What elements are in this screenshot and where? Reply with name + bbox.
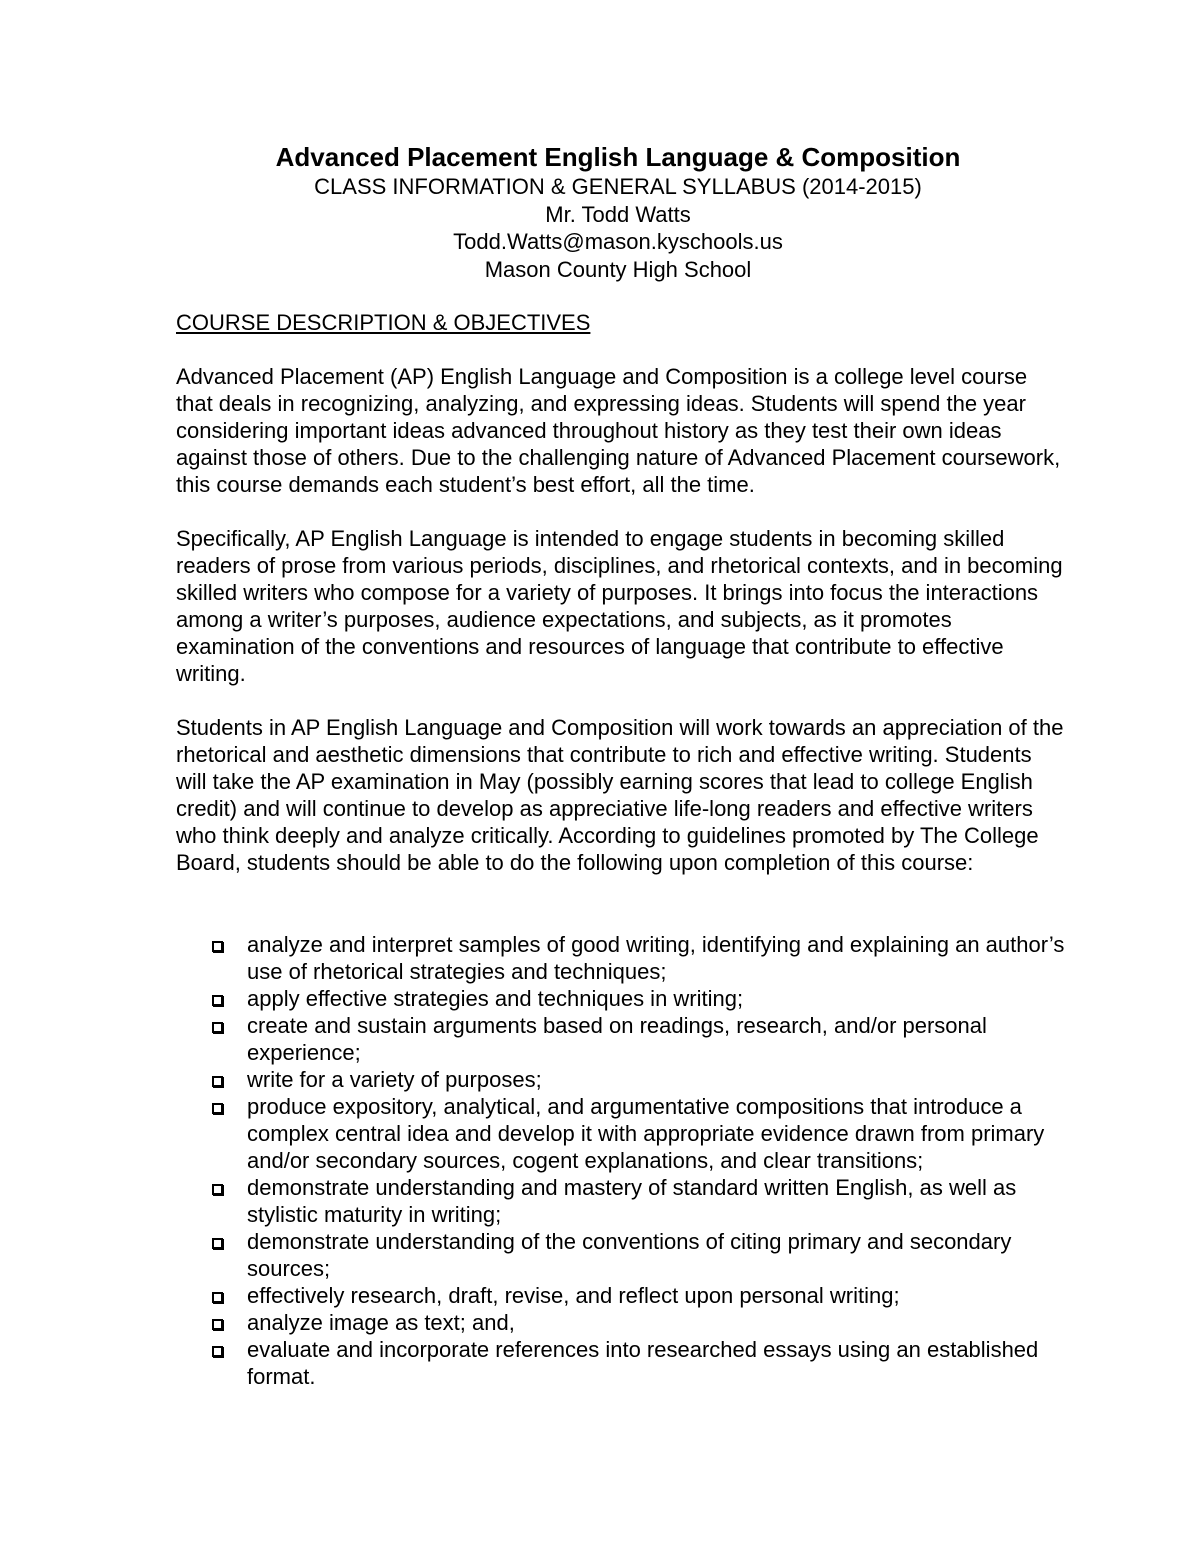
checkbox-bullet-icon (212, 1292, 223, 1303)
checkbox-bullet-icon (212, 1238, 223, 1249)
list-item (212, 1336, 1072, 1390)
objective-text: analyze image as text; and, (247, 1310, 515, 1335)
list-item (212, 1228, 1072, 1282)
checkbox-bullet-icon (212, 941, 223, 952)
objective-text: apply effective strategies and techniques in writing; (247, 986, 744, 1011)
objectives-list (212, 931, 1072, 1390)
paragraph-specific-intent: Specifically, AP English Language is intended to engage students in becoming skilled readers of prose from various periods, disciplines, and rhetorical contexts, and in becoming skilled writers who compose for a variety of purposes. It brings into focus the interactions among a writer’s purposes, audience expectations, and subjects, as it promotes examination of the conventions and resources of language that contribute to effective writing. (176, 526, 1063, 686)
list-item (212, 1066, 1072, 1093)
school-name: Mason County High School (484, 256, 752, 282)
section-heading: COURSE DESCRIPTION & OBJECTIVES (176, 310, 591, 335)
checkbox-bullet-icon (212, 995, 223, 1006)
paragraph-student-outcomes: Students in AP English Language and Composition will work towards an appreciation of the rhetorical and aesthetic dimensions that contribute to rich and effective writing. Students will take the AP examination in May (possibly earning scores that lead to college English credit) and will continue to develop as appreciative life-long readers and effective writers who think deeply and analyze critically. According to guidelines promoted by The College Board, students should be able to do the following upon completion of this course: (176, 715, 1064, 875)
objective-text: demonstrate understanding of the conventions of citing primary and secondary sources; (247, 1229, 1012, 1281)
checkbox-bullet-icon (212, 1319, 223, 1330)
objective-text: create and sustain arguments based on readings, research, and/or personal experience; (247, 1013, 987, 1065)
checkbox-bullet-icon (212, 1076, 223, 1087)
list-item (212, 931, 1072, 985)
objective-text: evaluate and incorporate references into researched essays using an established format. (247, 1337, 1039, 1389)
checkbox-bullet-icon (212, 1346, 223, 1357)
document-header (0, 173, 1200, 283)
list-item (212, 1309, 1072, 1336)
teacher-name: Mr. Todd Watts (545, 201, 691, 227)
list-item (212, 985, 1072, 1012)
objective-text: produce expository, analytical, and argumentative compositions that introduce a complex central idea and develop it with appropriate evidence drawn from primary and/or secondary sources, cogent explanations, and clear transitions; (247, 1094, 1045, 1173)
list-item (212, 1282, 1072, 1309)
list-item (212, 1093, 1072, 1174)
paragraph-course-description: Advanced Placement (AP) English Language and Composition is a college level course that deals in recognizing, analyzing, and expressing ideas. Students will spend the year considering important ideas advanced throughout history as they test their own ideas against those of others. Due to the challenging nature of Advanced Placement coursework, this course demands each student’s best effort, all the time. (176, 364, 1061, 497)
objective-text: demonstrate understanding and mastery of standard written English, as well as stylistic maturity in writing; (247, 1175, 1017, 1227)
document-title: Advanced Placement English Language & Composition (275, 142, 961, 172)
objective-text: effectively research, draft, revise, and reflect upon personal writing; (247, 1283, 900, 1308)
document-subtitle: CLASS INFORMATION & GENERAL SYLLABUS (2014-2015) (314, 174, 922, 199)
checkbox-bullet-icon (212, 1184, 223, 1195)
checkbox-bullet-icon (212, 1022, 223, 1033)
objective-text: write for a variety of purposes; (247, 1067, 542, 1092)
checkbox-bullet-icon (212, 1103, 223, 1114)
list-item (212, 1174, 1072, 1228)
list-item (212, 1012, 1072, 1066)
objective-text: analyze and interpret samples of good writing, identifying and explaining an author’s use of rhetorical strategies and techniques; (247, 932, 1065, 984)
teacher-email: Todd.Watts@mason.kyschools.us (453, 229, 783, 254)
